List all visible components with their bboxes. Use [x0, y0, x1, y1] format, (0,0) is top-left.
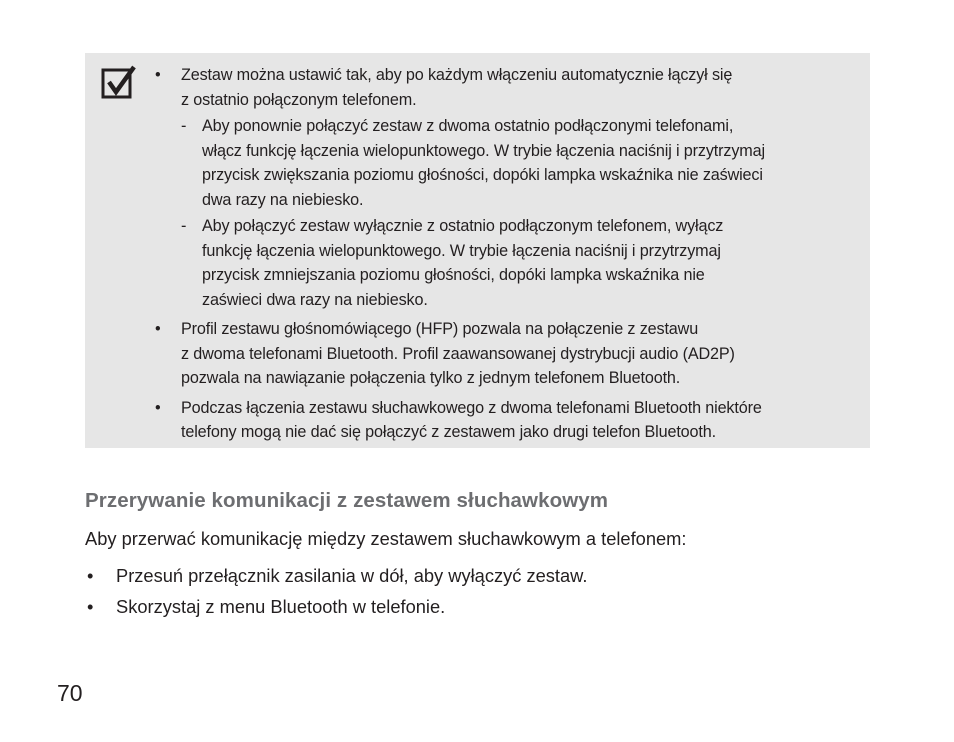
note-box — [85, 53, 870, 448]
dash-mark: - — [181, 117, 187, 135]
list-item-text: Przesuń przełącznik zasilania w dół, aby wyłączyć zestaw. — [116, 565, 588, 586]
bullet-mark: • — [155, 398, 161, 417]
section-heading: Przerywanie komunikacji z zestawem słuchawkowym — [85, 489, 609, 512]
note-bullet-line: z dwoma telefonami Bluetooth. Profil zaawansowanej dystrybucji audio (AD2P) — [181, 344, 735, 363]
bullet-mark: • — [87, 565, 94, 586]
note-bullet-3 — [153, 396, 865, 445]
note-subitem-line: Aby połączyć zestaw wyłącznie z ostatnio podłączonym telefonem, wyłącz — [202, 217, 724, 235]
note-subitem-line: włącz funkcję łączenia wielopunktowego. W trybie łączenia naciśnij i przytrzymaj — [202, 141, 765, 160]
bullet-mark: • — [155, 320, 161, 338]
note-bullet-2 — [153, 317, 865, 391]
note-bullet-line: Podczas łączenia zestawu słuchawkowego z dwoma telefonami Bluetooth niektóre — [181, 398, 762, 417]
note-subitem-1 — [153, 114, 865, 212]
section-intro: Aby przerwać komunikację między zestawem słuchawkowym a telefonem: — [85, 528, 687, 549]
note-subitem-line: Aby ponownie połączyć zestaw z dwoma ostatnio podłączonymi telefonami, — [202, 117, 734, 135]
note-bullet-1 — [153, 63, 865, 112]
note-bullet-line: Profil zestawu głośnomówiącego (HFP) pozwala na połączenie z zestawu — [181, 320, 699, 338]
note-bullet-line: telefony mogą nie dać się połączyć z zestawem jako drugi telefon Bluetooth. — [181, 423, 716, 441]
page-number: 70 — [57, 680, 83, 706]
note-subitem-2 — [153, 214, 865, 312]
checkbox-check-icon — [101, 65, 137, 101]
note-content — [153, 63, 865, 445]
note-subitem-line: zaświeci dwa razy na niebiesko. — [202, 290, 428, 309]
note-bullet-line: Zestaw można ustawić tak, aby po każdym włączeniu automatycznie łączył się — [181, 66, 733, 84]
note-bullet-line: pozwala na nawiązanie połączenia tylko z jednym telefonem Bluetooth. — [181, 369, 681, 387]
dash-mark: - — [181, 217, 187, 235]
note-subitem-line: przycisk zmniejszania poziomu głośności, dopóki lampka wskaźnika nie — [202, 266, 705, 284]
note-bullet-line: z ostatnio połączonym telefonem. — [181, 90, 417, 109]
note-subitem-line: przycisk zwiększania poziomu głośności, dopóki lampka wskaźnika nie zaświeci — [202, 166, 763, 184]
bullet-mark: • — [155, 66, 161, 84]
list-item-text: Skorzystaj z menu Bluetooth w telefonie. — [116, 596, 446, 617]
bullet-mark: • — [87, 596, 94, 617]
note-subitem-line: funkcję łączenia wielopunktowego. W trybie łączenia naciśnij i przytrzymaj — [202, 241, 721, 260]
note-subitem-line: dwa razy na niebiesko. — [202, 190, 364, 209]
